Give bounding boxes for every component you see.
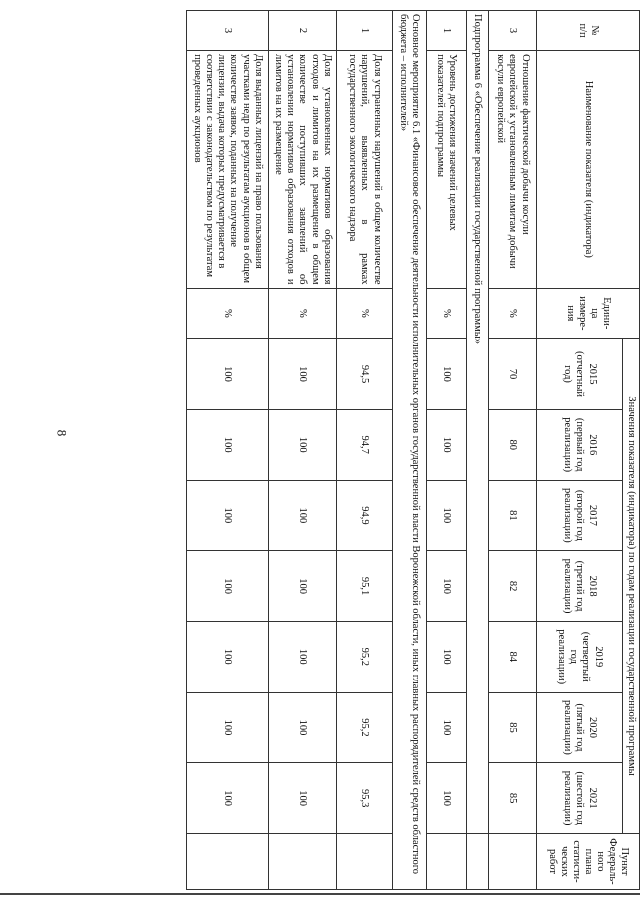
row-value: 100 [268,692,336,763]
row-value: 85 [488,692,536,763]
row-plan [186,833,268,889]
row-value: 100 [186,339,268,410]
row-name: Отношение фактической добычи косули европейской к установленным лимитам добычи косули европейской [488,51,536,288]
row-value: 100 [186,763,268,834]
row-num: 3 [488,11,536,51]
year-header: 2017 (второй год реализации) [536,480,622,551]
row-unit: % [488,288,536,339]
scan-edge-line [0,893,640,895]
row-name: Доля выданных лицензий на право пользования участками недр по результатам аукционов в общем количестве заявок, поданных на получение лицензии, выдача которых предусматривается в соответствии с законодательством по результатам проведенных аукционов [186,51,268,288]
row-value: 95,3 [336,763,392,834]
row-plan [336,833,392,889]
indicator-table [186,10,640,890]
year-header: 2018 (третий год реализации) [536,551,622,622]
table-row [488,11,536,890]
row-num: 3 [186,11,268,51]
year-header: 2020 (пятый год реализации) [536,692,622,763]
row-plan [426,833,466,889]
row-value: 100 [186,480,268,551]
event-row [392,11,426,890]
year-header: 2016 (первый год реализации) [536,409,622,480]
row-value: 100 [268,339,336,410]
year-header: 2015 (отчетный год) [536,339,622,410]
col-fedplan-header: Пункт Федераль- ного плана статисти- ческих работ [536,833,639,889]
row-num: 1 [426,11,466,51]
row-name: Доля установленных нормативов образования отходов и лимитов на их размещение в общем количестве поступивших заявлений об установлении нормативов образования отходов и лимитов на их размещение [268,51,336,288]
row-value: 100 [186,409,268,480]
row-value: 100 [186,551,268,622]
row-value: 84 [488,621,536,692]
row-plan [268,833,336,889]
row-value: 100 [426,692,466,763]
row-unit: % [336,288,392,339]
row-value: 100 [186,621,268,692]
row-value: 100 [426,621,466,692]
table-row [336,11,392,890]
row-num: 2 [268,11,336,51]
row-value: 100 [268,763,336,834]
event-title: Основное мероприятие 6.1 «Финансовое обеспечение деятельности исполнительных органов государственной власти Воронежской области, иных главных распорядителей средств областного бюджета – исполнителей» [392,11,426,890]
row-value: 94,7 [336,409,392,480]
row-value: 100 [268,551,336,622]
row-unit: % [186,288,268,339]
subprogram-title: Подпрограмма 6 «Обеспечение реализации государственной программы» [466,11,488,834]
row-value: 100 [426,551,466,622]
row-value: 100 [426,763,466,834]
row-value: 100 [268,621,336,692]
row-value: 81 [488,480,536,551]
year-header: 2021 (шестой год реализации) [536,763,622,834]
col-unit-header: Едини- ца измере- ния [536,288,639,339]
row-value: 100 [268,480,336,551]
row-name: Доля устраненных нарушений в общем количестве нарушений, выявленных в рамках государственного экологического надзора [336,51,392,288]
row-value: 95,2 [336,692,392,763]
row-value: 100 [186,692,268,763]
row-value: 95,1 [336,551,392,622]
row-value: 100 [426,480,466,551]
year-header: 2019 (четвертый год реализации) [536,621,622,692]
subprogram-row [466,11,488,890]
row-plan [466,833,488,889]
row-value: 85 [488,763,536,834]
row-value: 70 [488,339,536,410]
values-group-header: Значения показателя (индикатора) по годам реализации государственной программы [622,339,639,834]
row-unit: % [268,288,336,339]
row-value: 100 [426,409,466,480]
row-value: 82 [488,551,536,622]
col-num-header: № п/п [536,11,639,51]
row-value: 95,2 [336,621,392,692]
row-num: 1 [336,11,392,51]
row-value: 80 [488,409,536,480]
row-value: 100 [426,339,466,410]
row-value: 94,5 [336,339,392,410]
table-row [268,11,336,890]
table-row [426,11,466,890]
row-plan [488,833,536,889]
row-name: Уровень достижения значений целевых показателей подпрограммы [426,51,466,288]
col-name-header: Наименование показателя (индикатора) [536,51,639,288]
row-unit: % [426,288,466,339]
row-value: 100 [268,409,336,480]
page-number: 8 [54,429,70,437]
row-value: 94,9 [336,480,392,551]
indicator-table-sheet [85,10,640,890]
table-row [186,11,268,890]
header-row-1 [622,11,639,890]
